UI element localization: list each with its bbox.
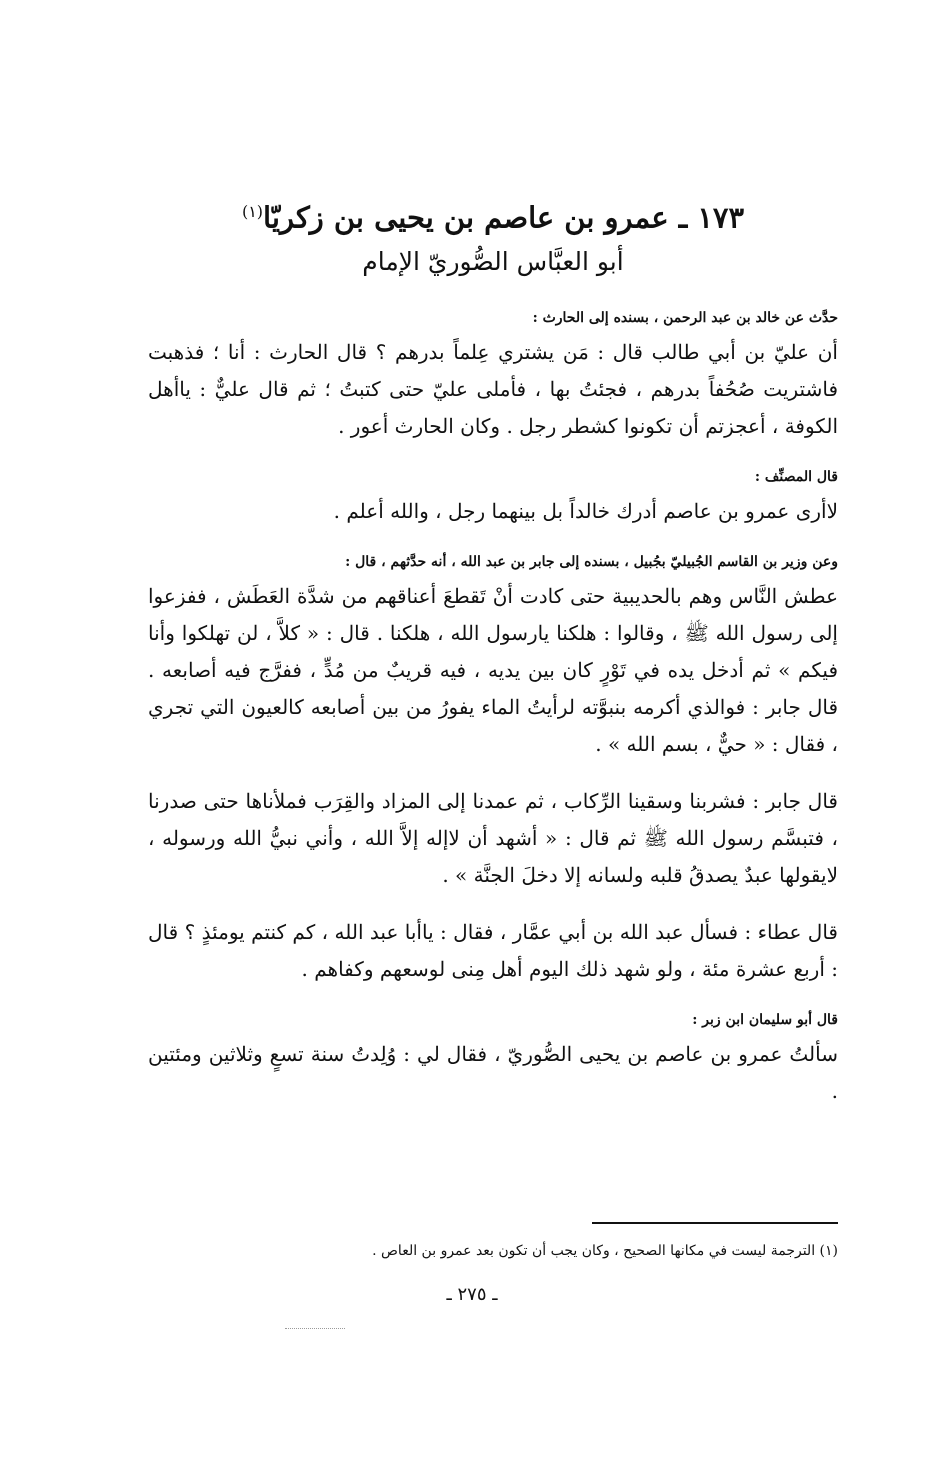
footnote-divider [592,1222,838,1224]
section-2 [148,465,838,530]
section-intro: قال أبو سليمان ابن زبر : [692,1011,838,1028]
section-1 [148,306,838,445]
entry-title-text: ١٧٣ ـ عمرو بن عاصم بن يحيى بن زكريّا [263,200,745,235]
section-paragraph: أن عليّ بن أبي طالب قال : مَن يشتري عِلماً بدرهم ؟ قال الحارث : أنا ؛ فذهبت فاشتريت صُحُفاً بدرهم ، فجئتُ بها ، فأملى عليّ حتى كتبتُ ؛ ثم قال عليٌّ : ياأهل الكوفة ، أعجزتم أن تكونوا كشطر رجل . وكان الحارث أعور . [148,339,838,438]
scan-artifact [285,1328,345,1329]
section-3 [148,550,838,988]
entry-title [148,190,838,240]
section-paragraph: قال عطاء : فسأل عبد الله بن أبي عمَّار ، فقال : ياأبا عبد الله ، كم كنتم يومئذٍ ؟ قال : أربع عشرة مئة ، ولو شهد ذلك اليوم أهل مِنى لوسعهم وكفاهم . [148,919,838,981]
section-4 [148,1008,838,1110]
section-paragraph: عطش النَّاس وهم بالحديبية حتى كادت أنْ تَقطعَ أعناقهم من شدَّة العَطَش ، ففزعوا إلى رسول الله ﷺ ، وقالوا : هلكنا يارسول الله ، هلكنا . قال : « كلاَّ ، لن تهلكوا وأنا فيكم » ثم أدخل يده في تَوْرٍ كان بين يديه ، فيه قريبٌ من مُدٍّ ، ففرَّج فيه أصابعه . قال جابر : فوالذي أكرمه بنبوَّته لرأيتُ الماء يفورُ من بين أصابعه كالعيون التي تجري ، فقال : « حيٌّ ، بسم الله » . [148,583,838,756]
section-intro: قال المصنِّف : [754,468,838,485]
page-body [148,190,838,1130]
section-paragraph: لاأرى عمرو بن عاصم أدرك خالداً بل بينهما رجل ، والله أعلم . [333,498,838,523]
footnote-text: (١) الترجمة ليست في مكانها الصحيح ، وكان يجب أن تكون بعد عمرو بن العاص . [372,1243,838,1259]
footnote-marker: (١) [241,202,264,221]
section-intro: حدَّث عن خالد بن عبد الرحمن ، بسنده إلى الحارث : [532,309,838,326]
section-intro: وعن وزير بن القاسم الجُبيليّ بجُبيل ، بسنده إلى جابر بن عبد الله ، أنه حدَّثهم ، قال : [345,553,838,570]
page-number: ـ ٢٧٥ ـ [446,1284,498,1305]
section-paragraph: سألتُ عمرو بن عاصم بن يحيى الصُّوريّ ، فقال لي : وُلِدتُ سنة تسعٍ وثلاثين ومئتين . [148,1041,838,1103]
section-paragraph: قال جابر : فشربنا وسقينا الرِّكاب ، ثم عمدنا إلى المزاد والقِرَب فملأناها حتى صدرنا ، فتبسَّم رسول الله ﷺ ثم قال : « أشهد أن لاإله إلاَّ الله ، وأني نبيُّ الله ورسوله ، لايقولها عبدٌ يصدقُ قلبه ولسانه إلا دخلَ الجنَّة » . [148,788,838,887]
entry-subtitle: أبو العبَّاس الصُّوريّ الإمام [362,246,624,276]
